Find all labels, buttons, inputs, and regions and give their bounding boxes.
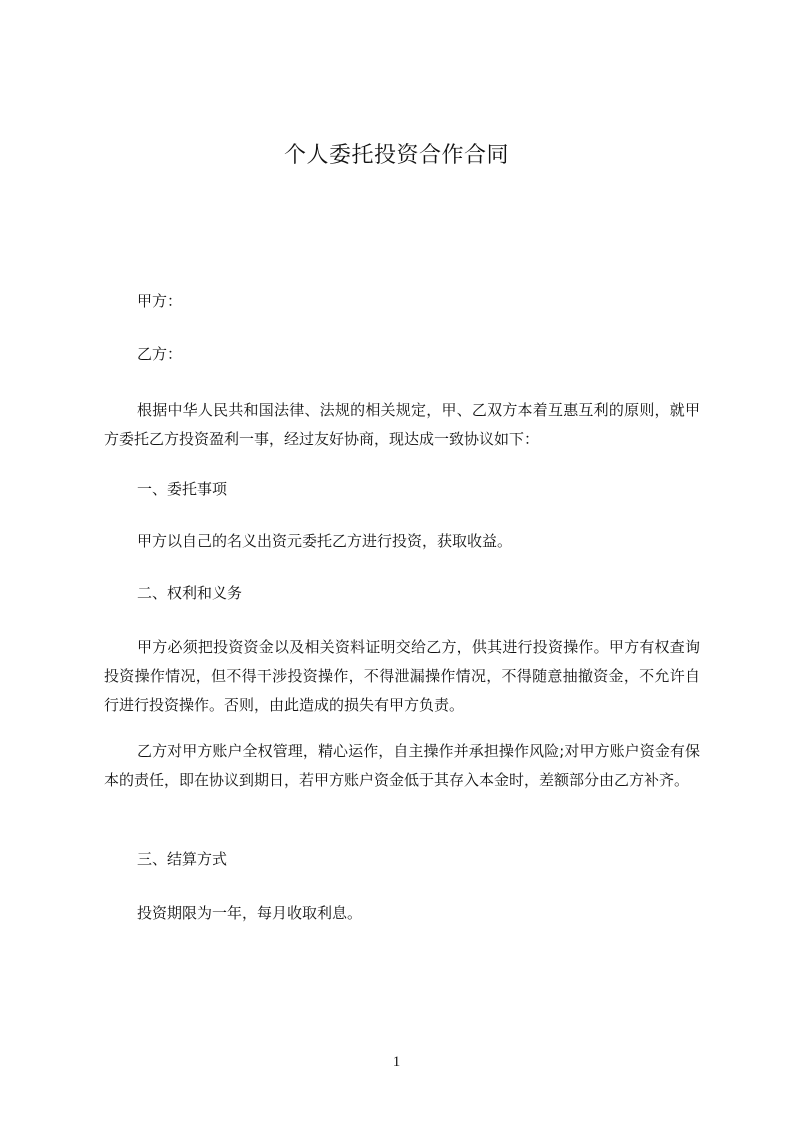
section-heading-entrustment: 一、委托事项 xyxy=(137,480,228,498)
preamble-paragraph: 根据中华人民共和国法律、法规的相关规定，甲、乙双方本着互惠互利的原则，就甲方委托乙方投资盈利一事，经过友好协商，现达成一致协议如下： xyxy=(104,401,700,448)
section-paragraph-settlement: 投资期限为一年，每月收取利息。 xyxy=(137,904,363,922)
section-paragraph-rights-party-a: 甲方必须把投资资金以及相关资料证明交给乙方，供其进行投资操作。甲方有权查询投资操作情况，但不得干涉投资操作，不得泄漏操作情况，不得随意抽撤资金，不允许自行进行投资操作。否则，由此造成的损失有甲方负责。 xyxy=(104,638,700,714)
document-title: 个人委托投资合作合同 xyxy=(283,143,509,168)
party-a-label: 甲方： xyxy=(137,292,183,310)
party-b-label: 乙方： xyxy=(137,345,183,363)
section-heading-rights: 二、权利和义务 xyxy=(137,584,243,602)
page-number: 1 xyxy=(392,1054,401,1070)
section-paragraph-entrustment: 甲方以自己的名义出资元委托乙方进行投资，获取收益。 xyxy=(137,532,513,550)
section-heading-settlement: 三、结算方式 xyxy=(137,850,228,868)
section-paragraph-rights-party-b: 乙方对甲方账户全权管理，精心运作，自主操作并承担操作风险;对甲方账户资金有保本的责任，即在协议到期日，若甲方账户资金低于其存入本金时，差额部分由乙方补齐。 xyxy=(104,742,700,789)
